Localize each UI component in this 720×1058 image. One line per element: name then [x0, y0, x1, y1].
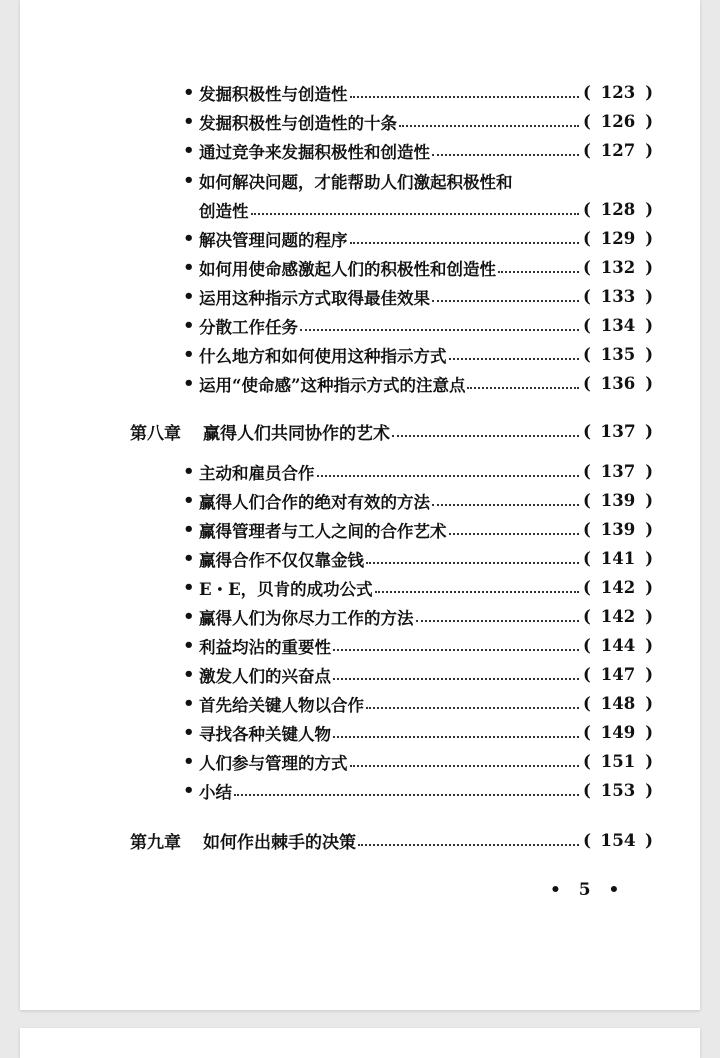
leader-dots: [416, 620, 580, 622]
paren-close: ): [645, 345, 653, 364]
entry-title: 发掘积极性与创造性的十条: [199, 113, 397, 133]
page-number-ref: 134: [600, 316, 636, 335]
bullet-icon: •: [183, 82, 195, 103]
entry-title: 激发人们的兴奋点: [199, 666, 331, 686]
leader-dots: [432, 154, 579, 156]
page-reference: [583, 141, 653, 160]
toc-entry: [183, 107, 653, 136]
bullet-icon: •: [183, 373, 195, 394]
entry-title: E・E，贝肯的成功公式: [199, 579, 373, 599]
bullet-icon: •: [183, 286, 195, 307]
page-reference: [583, 752, 653, 771]
bullet-icon: •: [183, 140, 195, 161]
bullet-icon: •: [183, 257, 195, 278]
page-number-ref: 139: [600, 491, 636, 510]
entry-title: 赢得人们合作的绝对有效的方法: [199, 492, 430, 512]
paren-open: (: [583, 83, 591, 102]
paren-close: ): [645, 578, 653, 597]
toc-entry: [183, 515, 653, 544]
paren-close: ): [645, 112, 653, 131]
paren-open: (: [583, 781, 591, 800]
toc-entry-continuation: [183, 195, 653, 224]
leader-dots: [467, 387, 579, 389]
paren-open: (: [583, 723, 591, 742]
entry-title: 解决管理问题的程序: [199, 230, 348, 250]
page-reference: [583, 694, 653, 713]
page-reference: [583, 200, 653, 219]
paren-close: ): [645, 781, 653, 800]
toc-entry: [183, 718, 653, 747]
page-reference: [583, 831, 653, 851]
toc-entry: [183, 457, 653, 486]
toc-entry: [183, 136, 653, 165]
leader-dots: [449, 358, 580, 360]
entry-title: 赢得管理者与工人之间的合作艺术: [199, 521, 447, 541]
paren-close: ): [645, 520, 653, 539]
bullet-icon: •: [183, 519, 195, 540]
page-number-ref: 133: [600, 287, 636, 306]
leader-dots: [392, 435, 579, 437]
entry-title: 发掘积极性与创造性: [199, 84, 348, 104]
paren-close: ): [645, 258, 653, 277]
paren-open: (: [583, 607, 591, 626]
page-reference: [583, 723, 653, 742]
toc-entry: [183, 660, 653, 689]
leader-dots: [350, 96, 580, 98]
bullet-icon: •: [183, 344, 195, 365]
paren-open: (: [583, 752, 591, 771]
page-reference: [583, 549, 653, 568]
toc-entry: [183, 776, 653, 805]
toc-entry: [183, 631, 653, 660]
entry-title: 人们参与管理的方式: [199, 753, 348, 773]
paren-open: (: [583, 421, 592, 442]
paren-open: (: [583, 520, 591, 539]
bullet-icon: •: [183, 635, 195, 656]
page-number: • 5 •: [550, 880, 626, 900]
page-reference: [583, 112, 653, 131]
leader-dots: [432, 300, 579, 302]
entry-title: 主动和雇员合作: [199, 463, 315, 483]
page-number-ref: 132: [600, 258, 636, 277]
entry-title: 赢得合作不仅仅靠金钱: [199, 550, 364, 570]
toc-entry: [183, 166, 513, 195]
paren-open: (: [583, 258, 591, 277]
bullet-icon: •: [183, 664, 195, 685]
leader-dots: [366, 562, 579, 564]
page-number-ref: 137: [600, 462, 636, 481]
toc-entry: [183, 340, 653, 369]
entry-title: 利益均沾的重要性: [199, 637, 331, 657]
toc-entry: [183, 253, 653, 282]
chapter-number: 第八章: [130, 424, 181, 444]
paren-open: (: [583, 830, 592, 851]
entry-title: 如何解决问题，才能帮助人们激起积极性和: [199, 172, 513, 192]
next-page-edge: [20, 1028, 700, 1058]
entry-title: 如何用使命感激起人们的积极性和创造性: [199, 259, 496, 279]
paren-close: ): [645, 83, 653, 102]
leader-dots: [350, 242, 580, 244]
paren-open: (: [583, 200, 591, 219]
paren-close: ): [645, 200, 653, 219]
paren-open: (: [583, 229, 591, 248]
paren-open: (: [583, 549, 591, 568]
paren-open: (: [583, 636, 591, 655]
leader-dots: [375, 591, 579, 593]
paren-close: ): [645, 549, 653, 568]
leader-dots: [399, 125, 579, 127]
paren-open: (: [583, 316, 591, 335]
page-number-ref: 136: [600, 374, 636, 393]
paren-close: ): [645, 462, 653, 481]
paren-close: ): [645, 316, 653, 335]
paren-close: ): [644, 421, 653, 442]
page-reference: [583, 83, 653, 102]
leader-dots: [234, 794, 579, 796]
bullet-icon: •: [183, 751, 195, 772]
paren-open: (: [583, 694, 591, 713]
bullet-icon: •: [183, 693, 195, 714]
leader-dots: [350, 765, 580, 767]
bullet-icon: •: [183, 722, 195, 743]
toc-entry: [183, 282, 653, 311]
entry-title: 通过竞争来发掘积极性和创造性: [199, 142, 430, 162]
toc-entry: [183, 747, 653, 776]
page-reference: [583, 636, 653, 655]
leader-dots: [498, 271, 579, 273]
page-number-ref: 147: [600, 665, 636, 684]
page-number-ref: 144: [600, 636, 636, 655]
entry-title: 赢得人们共同协作的艺术: [203, 424, 390, 444]
page-number-ref: 139: [600, 520, 636, 539]
toc-entry: [183, 369, 653, 398]
page-reference: [583, 422, 653, 442]
toc-chapter-entry: [130, 826, 653, 855]
chapter-number: 第九章: [130, 833, 181, 853]
page-number-ref: 129: [600, 229, 636, 248]
toc-entry: [183, 602, 653, 631]
paren-close: ): [645, 229, 653, 248]
entry-title: 寻找各种关键人物: [199, 724, 331, 744]
paren-close: ): [645, 374, 653, 393]
page-reference: [583, 462, 653, 481]
entry-title: 运用这种指示方式取得最佳效果: [199, 288, 430, 308]
page-number-ref: 123: [600, 83, 636, 102]
page-number-ref: 127: [600, 141, 636, 160]
page-number-ref: 148: [600, 694, 636, 713]
page-reference: [583, 345, 653, 364]
entry-title: 分散工作任务: [199, 317, 298, 337]
toc-entry: [183, 573, 653, 602]
entry-title: 首先给关键人物以合作: [199, 695, 364, 715]
bullet-icon: •: [183, 461, 195, 482]
bullet-icon: •: [183, 170, 195, 191]
entry-title: 赢得人们为你尽力工作的方法: [199, 608, 414, 628]
bullet-icon: •: [183, 606, 195, 627]
paren-open: (: [583, 141, 591, 160]
paren-close: ): [645, 141, 653, 160]
bullet-icon: •: [183, 228, 195, 249]
toc-entry: [183, 224, 653, 253]
page-number-ref: 151: [600, 752, 636, 771]
paren-close: ): [645, 636, 653, 655]
paren-open: (: [583, 491, 591, 510]
page-reference: [583, 781, 653, 800]
paren-close: ): [645, 694, 653, 713]
paren-open: (: [583, 112, 591, 131]
bullet-icon: •: [183, 315, 195, 336]
entry-title: 运用“使命感”这种指示方式的注意点: [199, 375, 466, 395]
leader-dots: [449, 533, 580, 535]
entry-title: 小结: [199, 782, 232, 802]
leader-dots: [432, 504, 579, 506]
page-reference: [583, 665, 653, 684]
bullet-icon: •: [183, 490, 195, 511]
page-number-ref: 154: [600, 830, 636, 851]
page-reference: [583, 491, 653, 510]
leader-dots: [251, 213, 580, 215]
leader-dots: [333, 736, 579, 738]
toc-chapter-entry: [130, 417, 653, 446]
paren-close: ): [645, 607, 653, 626]
page-number-ref: 128: [600, 200, 636, 219]
paren-open: (: [583, 578, 591, 597]
toc-entry: [183, 311, 653, 340]
page-number-ref: 126: [600, 112, 636, 131]
leader-dots: [300, 329, 579, 331]
page-number-ref: 135: [600, 345, 636, 364]
paren-open: (: [583, 374, 591, 393]
page-reference: [583, 374, 653, 393]
page-number-ref: 137: [600, 421, 636, 442]
leader-dots: [333, 649, 579, 651]
leader-dots: [317, 475, 580, 477]
entry-title: 什么地方和如何使用这种指示方式: [199, 346, 447, 366]
toc-entry: [183, 486, 653, 515]
page-reference: [583, 607, 653, 626]
bullet-icon: •: [183, 577, 195, 598]
bullet-icon: •: [183, 548, 195, 569]
toc-entry: [183, 78, 653, 107]
paren-close: ): [645, 491, 653, 510]
paren-open: (: [583, 345, 591, 364]
paren-close: ): [645, 723, 653, 742]
paren-close: ): [645, 665, 653, 684]
page-reference: [583, 578, 653, 597]
page-number-ref: 141: [600, 549, 636, 568]
paren-close: ): [644, 830, 653, 851]
page-number-ref: 142: [600, 607, 636, 626]
page-number-ref: 142: [600, 578, 636, 597]
page-reference: [583, 520, 653, 539]
page-number-ref: 149: [600, 723, 636, 742]
paren-open: (: [583, 665, 591, 684]
page-reference: [583, 229, 653, 248]
paren-close: ): [645, 752, 653, 771]
toc-entry: [183, 544, 653, 573]
document-page: [20, 0, 700, 1010]
entry-title: 创造性: [199, 201, 249, 221]
leader-dots: [366, 707, 579, 709]
page-reference: [583, 316, 653, 335]
paren-close: ): [645, 287, 653, 306]
bullet-icon: •: [183, 780, 195, 801]
page-reference: [583, 258, 653, 277]
leader-dots: [333, 678, 579, 680]
leader-dots: [358, 844, 579, 846]
paren-open: (: [583, 287, 591, 306]
toc-entry: [183, 689, 653, 718]
page-reference: [583, 287, 653, 306]
entry-title: 如何作出棘手的决策: [203, 833, 356, 853]
paren-open: (: [583, 462, 591, 481]
page-number-ref: 153: [600, 781, 636, 800]
bullet-icon: •: [183, 111, 195, 132]
